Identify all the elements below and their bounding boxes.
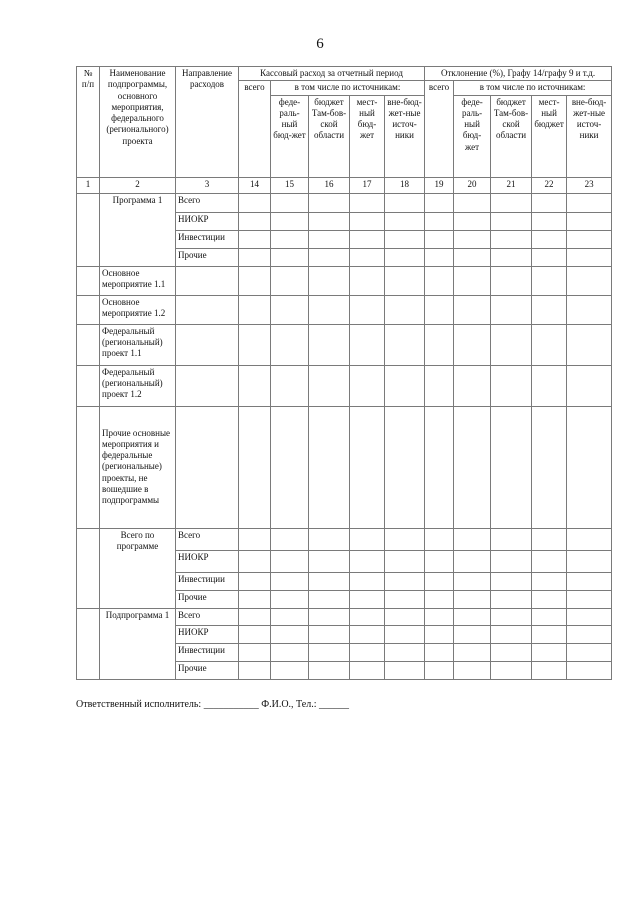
row-activity-label: Основное мероприятие 1.1 (100, 266, 176, 295)
header-deviation: Отклонение (%), Графу 14/графу 9 и т.д. (425, 67, 612, 81)
table-row (77, 266, 612, 295)
row-direction: Всего (176, 528, 239, 550)
row-direction: Инвестиции (176, 643, 239, 661)
table-row (77, 193, 612, 212)
report-table (76, 66, 612, 680)
page-number: 6 (316, 36, 324, 52)
row-other-projects-label: Прочие основные мероприятия и федеральные (региональные) проекты, не вошедшие в подпрограммы (100, 406, 176, 528)
responsible-footer: Ответственный исполнитель: ___________ Ф.И.О., Тел.: ______ (76, 699, 349, 710)
row-program-label: Программа 1 (100, 193, 176, 266)
header-offbudget-2: вне-бюд-жет-ные источ-ники (567, 95, 612, 177)
header-by-sources: в том числе по источникам: (271, 81, 425, 95)
header-local: мест-ный бюд-жет (350, 95, 385, 177)
col-number: 18 (385, 177, 425, 193)
col-number: 16 (309, 177, 350, 193)
row-direction: Прочие (176, 661, 239, 679)
row-direction: Инвестиции (176, 230, 239, 248)
header-num: № п/п (77, 67, 100, 178)
row-direction: НИОКР (176, 212, 239, 230)
header-federal: феде-раль-ный бюд-жет (271, 95, 309, 177)
col-number: 14 (239, 177, 271, 193)
table-row (77, 295, 612, 324)
table-row (77, 324, 612, 365)
header-offbudget: вне-бюд-жет-ные источ-ники (385, 95, 425, 177)
col-number: 2 (100, 177, 176, 193)
row-direction: НИОКР (176, 550, 239, 572)
row-activity-label: Основное мероприятие 1.2 (100, 295, 176, 324)
row-direction: Инвестиции (176, 572, 239, 590)
col-number: 17 (350, 177, 385, 193)
header-by-sources-2: в том числе по источникам: (454, 81, 612, 95)
table-row (77, 406, 612, 528)
header-regional-2: бюджет Там-бов-ской области (491, 95, 532, 177)
row-direction: НИОКР (176, 625, 239, 643)
col-number: 1 (77, 177, 100, 193)
col-number: 21 (491, 177, 532, 193)
header-regional: бюджет Там-бов-ской области (309, 95, 350, 177)
row-direction: Прочие (176, 590, 239, 608)
col-number: 3 (176, 177, 239, 193)
header-federal-2: феде-раль-ный бюд-жет (454, 95, 491, 177)
col-number: 22 (532, 177, 567, 193)
row-direction: Всего (176, 193, 239, 212)
row-project-label: Федеральный (региональный) проект 1.1 (100, 324, 176, 365)
header-direction: Направление расходов (176, 67, 239, 178)
row-project-label: Федеральный (региональный) проект 1.2 (100, 365, 176, 406)
header-total-2: всего (425, 81, 454, 177)
col-number: 15 (271, 177, 309, 193)
header-total: всего (239, 81, 271, 177)
header-name: Наименование подпрограммы, основного мероприятия, федерального (регионального) проекта (100, 67, 176, 178)
header-cash-expense: Кассовый расход за отчетный период (239, 67, 425, 81)
table-row (77, 608, 612, 625)
table-row (77, 528, 612, 550)
table-row (77, 365, 612, 406)
row-subprogram-label: Подпрограмма 1 (100, 608, 176, 679)
row-total-program-label: Всего по программе (100, 528, 176, 608)
row-direction: Всего (176, 608, 239, 625)
header-local-2: мест-ный бюджет (532, 95, 567, 177)
col-number: 23 (567, 177, 612, 193)
col-number: 20 (454, 177, 491, 193)
col-number: 19 (425, 177, 454, 193)
row-direction: Прочие (176, 248, 239, 266)
